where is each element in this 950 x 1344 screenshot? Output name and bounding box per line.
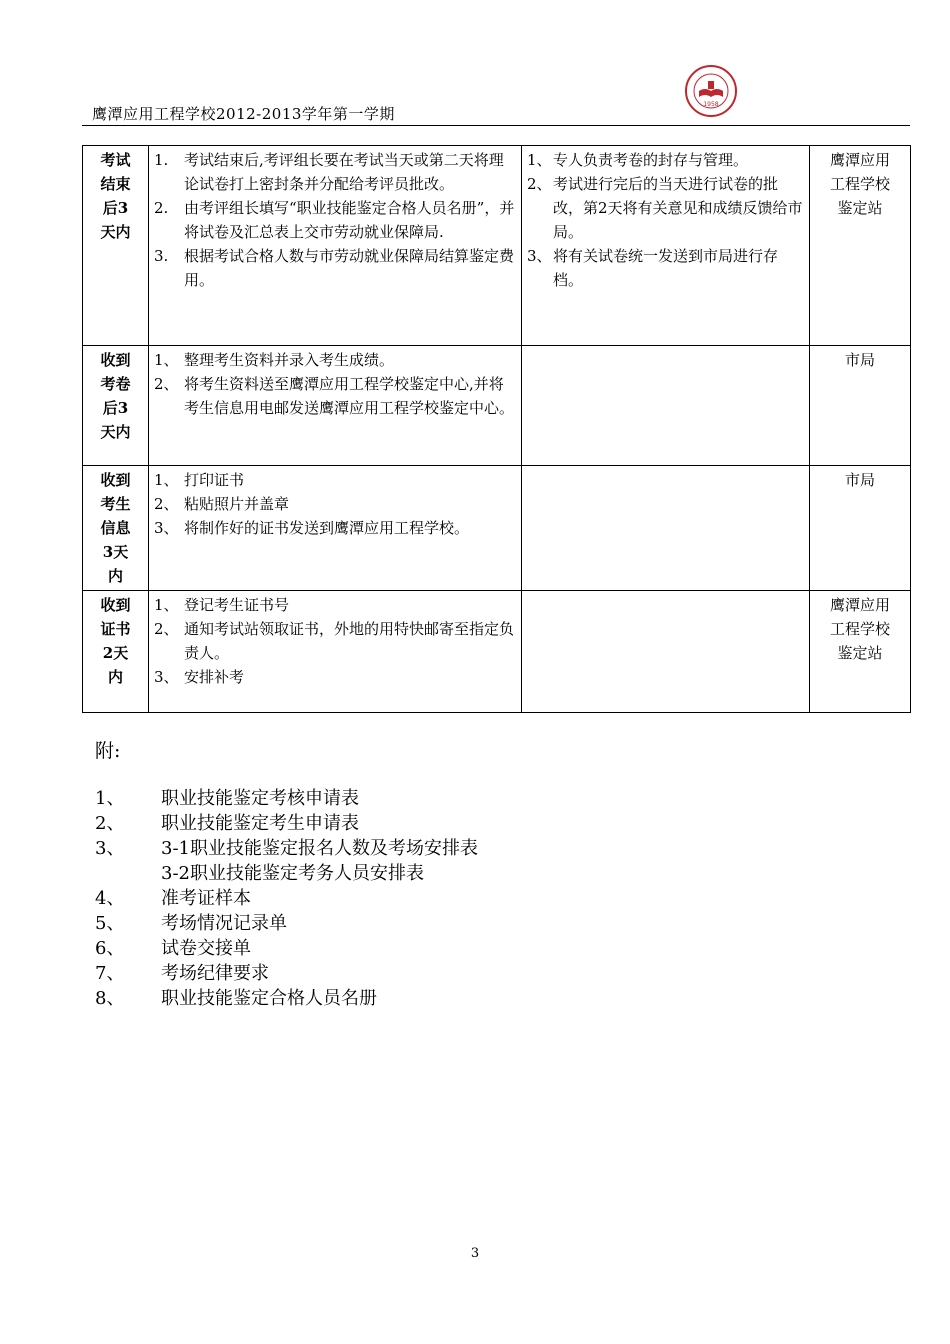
stage-line: 证书 [100,620,131,638]
item-number: 2、 [527,175,552,193]
attachment-item [95,861,478,886]
stage-cell [83,591,149,713]
notes-cell [522,346,810,466]
attachment-number: 8、 [95,988,125,1009]
attachment-item [95,811,478,836]
item-number: 2. [154,199,169,217]
attachments-list [95,786,478,1011]
item-text: 将考生资料送至鹰潭应用工程学校鉴定中心,并将考生信息用电邮发送鹰潭应用工程学校鉴定中心。 [184,375,515,417]
list-item [154,593,516,617]
list-item [154,617,516,665]
table-row [83,146,911,346]
attachment-text: 职业技能鉴定考核申请表 [161,788,359,809]
stage-line: 3天 [102,543,129,561]
owner-cell [810,466,911,591]
attachment-number: 1、 [95,788,125,809]
item-text: 考试进行完后的当天进行试卷的批改，第2天将有关意见和成绩反馈给市局。 [553,175,803,241]
attachment-item [95,961,478,986]
item-text: 将制作好的证书发送到鹰潭应用工程学校。 [184,519,470,537]
owner-cell [810,146,911,346]
owner-cell [810,591,911,713]
item-number: 2、 [154,375,179,393]
item-number: 2、 [154,495,179,513]
item-number: 1、 [154,351,179,369]
list-item [154,372,516,420]
owner-cell [810,346,911,466]
attachment-number [95,861,161,886]
list-item [154,665,516,689]
document-header-title: 鹰潭应用工程学校2012-2013学年第一学期 [92,105,395,123]
stage-line: 后3 [102,399,129,417]
attachment-item [95,836,478,861]
stage-line: 天内 [100,423,131,441]
stage-line: 后3 [102,199,129,217]
stage-line: 结束 [100,175,131,193]
attachment-number: 4、 [95,888,125,909]
owner-line: 市局 [844,471,875,489]
owner-line: 工程学校 [829,620,890,638]
item-number: 3、 [154,519,179,537]
list-item [154,492,516,516]
item-number: 1. [154,151,169,169]
list-item [154,348,516,372]
owner-line: 市局 [844,351,875,369]
attachment-item [95,886,478,911]
list-item [527,244,804,292]
item-text: 专人负责考卷的封存与管理。 [553,151,749,169]
stage-line: 2天 [102,644,129,662]
item-number: 3、 [527,247,552,265]
list-item [154,244,516,292]
stage-line: 考生 [100,495,131,513]
list-item [154,148,516,196]
stage-line: 信息 [100,519,131,537]
item-text: 整理考生资料并录入考生成绩。 [184,351,395,369]
owner-line: 工程学校 [829,175,890,193]
item-number: 1、 [154,471,179,489]
page-number: 3 [470,1246,480,1261]
item-text: 安排补考 [184,668,245,686]
owner-line: 鉴定站 [837,199,883,217]
item-text: 通知考试站领取证书，外地的用特快邮寄至指定负责人。 [184,620,515,662]
attachment-item [95,986,478,1011]
attachments-title: 附: [95,740,121,762]
attachment-text: 考场纪律要求 [161,963,269,984]
stage-line: 天内 [100,223,131,241]
attachment-text: 准考证样本 [161,888,251,909]
attachment-item [95,911,478,936]
tasks-cell [149,146,522,346]
item-text: 粘贴照片并盖章 [184,495,290,513]
stage-line: 收到 [100,471,131,489]
stage-cell [83,466,149,591]
list-item [527,172,804,244]
list-item [154,468,516,492]
stage-line: 考卷 [100,375,131,393]
header-rule [82,125,910,126]
attachment-text: 职业技能鉴定考生申请表 [161,813,359,834]
logo-year-text: 1958 [703,101,719,108]
notes-cell [522,591,810,713]
list-item [154,516,516,540]
item-text: 根据考试合格人数与市劳动就业保障局结算鉴定费用。 [184,247,515,289]
attachment-number: 3、 [95,838,125,859]
list-item [527,148,804,172]
item-text: 将有关试卷统一发送到市局进行存档。 [553,247,779,289]
stage-line: 收到 [100,596,131,614]
attachment-item [95,936,478,961]
item-number: 1、 [154,596,179,614]
owner-line: 鹰潭应用 [829,596,890,614]
owner-line: 鉴定站 [837,644,883,662]
attachment-text: 3-1职业技能鉴定报名人数及考场安排表 [161,838,478,859]
tasks-cell [149,591,522,713]
notes-cell [522,146,810,346]
owner-line: 鹰潭应用 [829,151,890,169]
item-number: 2、 [154,620,179,638]
attachment-number: 6、 [95,938,125,959]
attachment-text: 3-2职业技能鉴定考务人员安排表 [161,863,424,884]
attachment-item [95,786,478,811]
attachment-text: 试卷交接单 [161,938,251,959]
notes-cell [522,466,810,591]
table-row [83,466,911,591]
table-row [83,591,911,713]
attachment-text: 考场情况记录单 [161,913,287,934]
item-text: 登记考生证书号 [184,596,290,614]
item-text: 由考评组长填写“职业技能鉴定合格人员名册”，并将试卷及汇总表上交市劳动就业保障局. [184,199,515,241]
stage-line: 内 [107,668,123,686]
stage-cell [83,346,149,466]
item-number: 1、 [527,151,552,169]
stage-line: 内 [107,567,123,585]
attachment-text: 职业技能鉴定合格人员名册 [161,988,377,1009]
tasks-cell [149,466,522,591]
attachment-number: 5、 [95,913,125,934]
stage-line: 考试 [100,151,131,169]
school-logo [684,64,738,118]
item-text: 考试结束后,考评组长要在考试当天或第二天将理论试卷打上密封条并分配给考评员批改。 [184,151,504,193]
tasks-cell [149,346,522,466]
attachment-number: 2、 [95,813,125,834]
item-text: 打印证书 [184,471,245,489]
stage-line: 收到 [100,351,131,369]
table-row [83,346,911,466]
stage-cell [83,146,149,346]
attachment-number: 7、 [95,963,125,984]
list-item [154,196,516,244]
item-number: 3、 [154,668,179,686]
procedure-table [82,145,911,713]
item-number: 3. [154,247,169,265]
